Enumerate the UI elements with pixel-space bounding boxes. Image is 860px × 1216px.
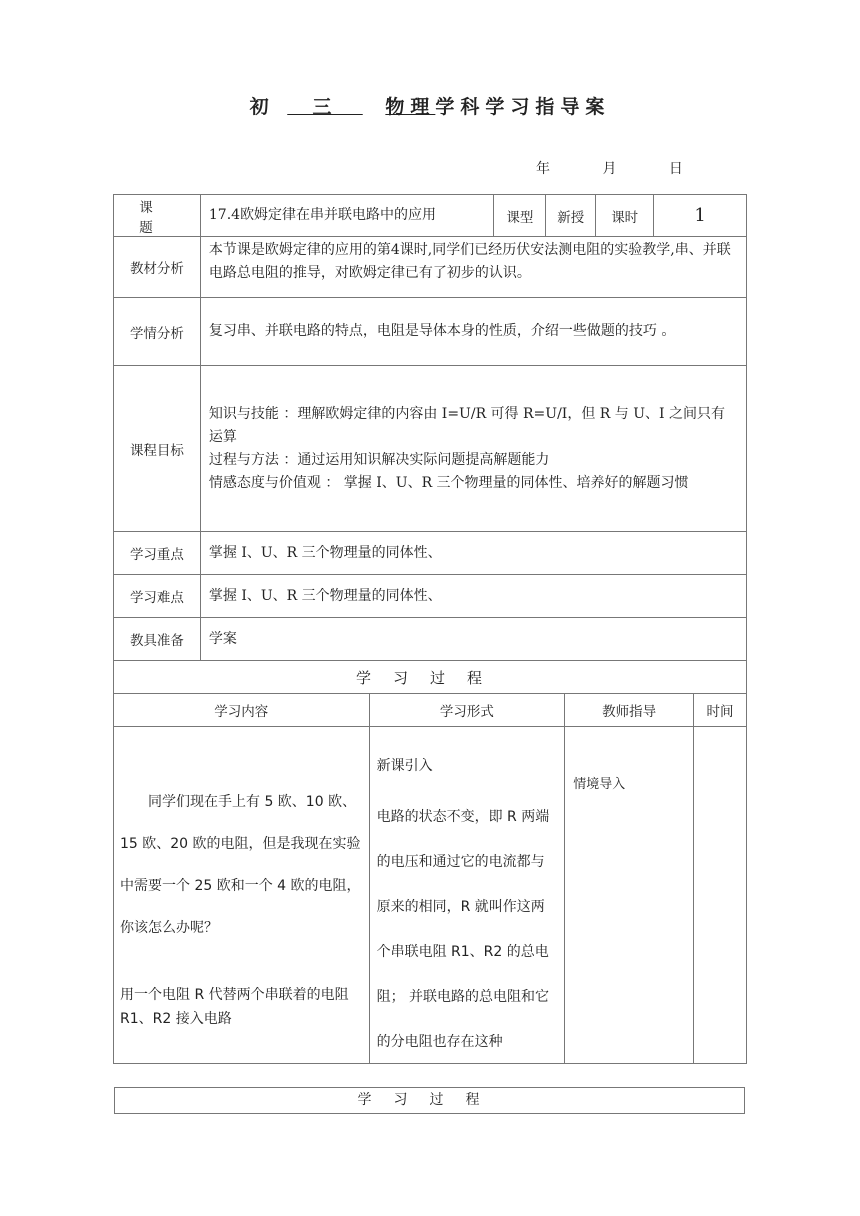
form-intro: 新课引入 [376, 758, 433, 774]
key-label: 学习重点 [114, 532, 201, 575]
content-cell [114, 727, 370, 1064]
subject-name: 物理 [385, 96, 436, 118]
content-question: 同学们现在手上有 5 欧、10 欧、15 欧、20 欧的电阻，但是我现在实验中需要一个 25 欧和一个 4 欧的电阻，你该怎么办呢？ [120, 794, 361, 936]
form-text: 电路的状态不变，即 R 两端的电压和通过它的电流都与原来的相同，R 就叫作这两个串联电阻 R1、R2 的总电阻； 并联电路的总电阻和它的分电阻也存在这种 [376, 809, 550, 1050]
key-value: 掌握 I、U、R 三个物理量的同体性、 [200, 532, 746, 575]
material-value: 本节课是欧姆定律的应用的第4课时,同学们已经历伏安法测电阻的实验教学,串、并联电路总电阻的推导，对欧姆定律已有了初步的认识。 [200, 237, 746, 298]
time-cell [694, 727, 747, 1064]
period-value: 1 [654, 195, 747, 237]
date-line [536, 158, 683, 178]
date-day: 日 [668, 161, 683, 177]
grade-prefix: 初 [249, 96, 275, 118]
lesson-value: 17.4欧姆定律在串并联电路中的应用 [200, 195, 494, 237]
lesson-label: 课 题 [114, 195, 201, 237]
footer-heading-box [114, 1087, 745, 1114]
tools-label: 教具准备 [114, 618, 201, 661]
date-month: 月 [602, 161, 617, 177]
col-form: 学习形式 [369, 694, 565, 727]
student-label: 学情分析 [114, 298, 201, 366]
teacher-cell [565, 727, 694, 1064]
form-cell [369, 727, 565, 1064]
goals-value [200, 366, 746, 532]
goal-emotion: 情感态度与价值观 ： 掌握 I、U、R 三个物理量的同体性、培养好的解题习惯 [208, 474, 689, 491]
goal-process: 过程与方法 ：通过运用知识解决实际问题提高解题能力 [208, 451, 550, 468]
col-time: 时间 [694, 694, 747, 727]
teacher-text: 情境导入 [573, 777, 626, 792]
info-table [113, 194, 747, 661]
difficulty-label: 学习难点 [114, 575, 201, 618]
page-title [0, 92, 860, 119]
title-rest: 学科学习指导案 [435, 96, 611, 118]
type-label: 课型 [494, 195, 546, 237]
date-year: 年 [536, 161, 550, 177]
type-value: 新授 [546, 195, 596, 237]
grade-value: 三 [312, 96, 338, 118]
goals-label: 课程目标 [114, 366, 201, 532]
process-table [113, 660, 747, 1064]
process-heading: 学习过程 [114, 661, 747, 694]
footer-heading: 学习过程 [357, 1092, 502, 1108]
difficulty-value: 掌握 I、U、R 三个物理量的同体性、 [200, 575, 746, 618]
col-content: 学习内容 [114, 694, 370, 727]
content-replace: 用一个电阻 R 代替两个串联着的电阻 R1、R2 接入电路 [120, 987, 349, 1027]
col-teacher: 教师指导 [565, 694, 694, 727]
student-value: 复习串、并联电路的特点，电阻是导体本身的性质，介绍一些做题的技巧 。 [200, 298, 746, 366]
tools-value: 学案 [200, 618, 746, 661]
goal-knowledge: 知识与技能 ：理解欧姆定律的内容由 I=U/R 可得 R=U/I，但 R 与 U、I 之间只有运算 [208, 405, 725, 445]
material-label: 教材分析 [114, 237, 201, 298]
period-label: 课时 [596, 195, 654, 237]
